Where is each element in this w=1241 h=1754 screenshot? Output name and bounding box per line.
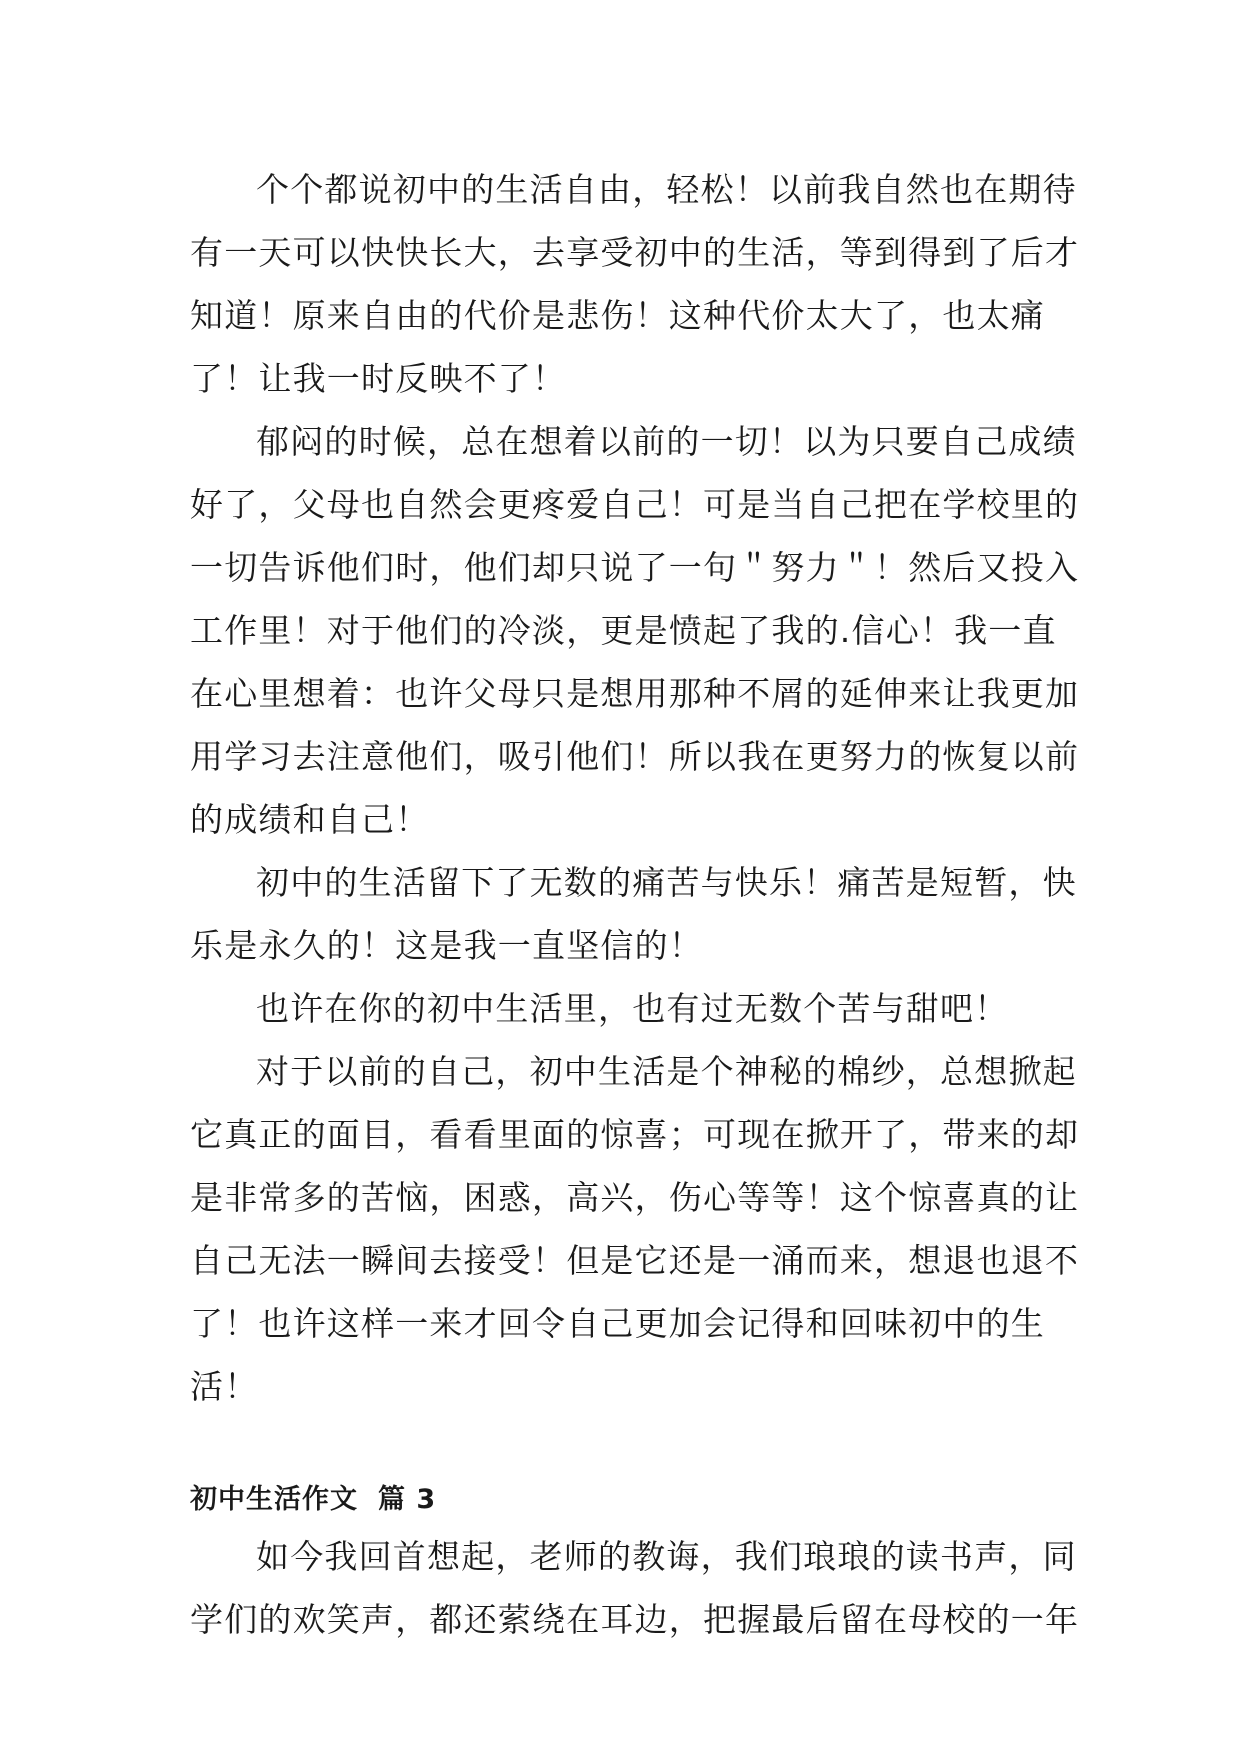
text-line: 在心里想着：也许父母只是想用那种不屑的延伸来让我更加	[190, 674, 1080, 713]
section-number: 篇 3	[378, 1484, 437, 1515]
text-line: 有一天可以快快长大，去享受初中的生活，等到得到了后才	[190, 233, 1080, 272]
text-line: 初中的生活留下了无数的痛苦与快乐！痛苦是短暂，快	[256, 863, 1077, 902]
section-heading	[190, 1474, 1050, 1525]
text-line: 的成绩和自己！	[190, 800, 430, 839]
text-line: 乐是永久的！这是我一直坚信的！	[190, 926, 703, 965]
section-spacer	[190, 1418, 1050, 1474]
text-line: 个个都说初中的生活自由，轻松！以前我自然也在期待	[256, 170, 1077, 209]
text-line: 如今我回首想起，老师的教诲，我们琅琅的读书声，同	[256, 1537, 1077, 1576]
paragraph-4	[190, 977, 1050, 1040]
paragraph-3	[190, 851, 1077, 977]
text-line: 一切告诉他们时，他们却只说了一句＂努力＂！然后又投入	[190, 548, 1080, 587]
text-line: 了！也许这样一来才回令自己更加会记得和回味初中的生	[190, 1304, 1045, 1343]
text-line: 自己无法一瞬间去接受！但是它还是一涌而来，想退也退不	[190, 1241, 1080, 1280]
text-line: 工作里！对于他们的冷淡，更是愤起了我的.信心！我一直	[190, 611, 1057, 650]
text-line: 是非常多的苦恼，困惑，高兴，伤心等等！这个惊喜真的让	[190, 1178, 1080, 1217]
text-line: 也许在你的初中生活里，也有过无数个苦与甜吧！	[256, 989, 1009, 1028]
paragraph-1	[190, 158, 1080, 410]
paragraph-2	[190, 410, 1080, 851]
text-line: 用学习去注意他们，吸引他们！所以我在更努力的恢复以前	[190, 737, 1080, 776]
paragraph-6	[190, 1525, 1080, 1651]
text-line: 了！让我一时反映不了！	[190, 359, 567, 398]
text-line: 对于以前的自己，初中生活是个神秘的棉纱，总想掀起	[256, 1052, 1077, 1091]
text-line: 好了，父母也自然会更疼爱自己！可是当自己把在学校里的	[190, 485, 1080, 524]
text-line: 知道！原来自由的代价是悲伤！这种代价太大了，也太痛	[190, 296, 1045, 335]
paragraph-5	[190, 1040, 1080, 1418]
document-body	[190, 158, 1080, 1651]
text-line: 它真正的面目，看看里面的惊喜；可现在掀开了，带来的却	[190, 1115, 1080, 1154]
text-line: 郁闷的时候，总在想着以前的一切！以为只要自己成绩	[256, 422, 1077, 461]
section-title-text: 初中生活作文	[190, 1484, 358, 1515]
text-line: 学们的欢笑声，都还萦绕在耳边，把握最后留在母校的一年	[190, 1600, 1080, 1639]
text-line: 活！	[190, 1367, 259, 1406]
